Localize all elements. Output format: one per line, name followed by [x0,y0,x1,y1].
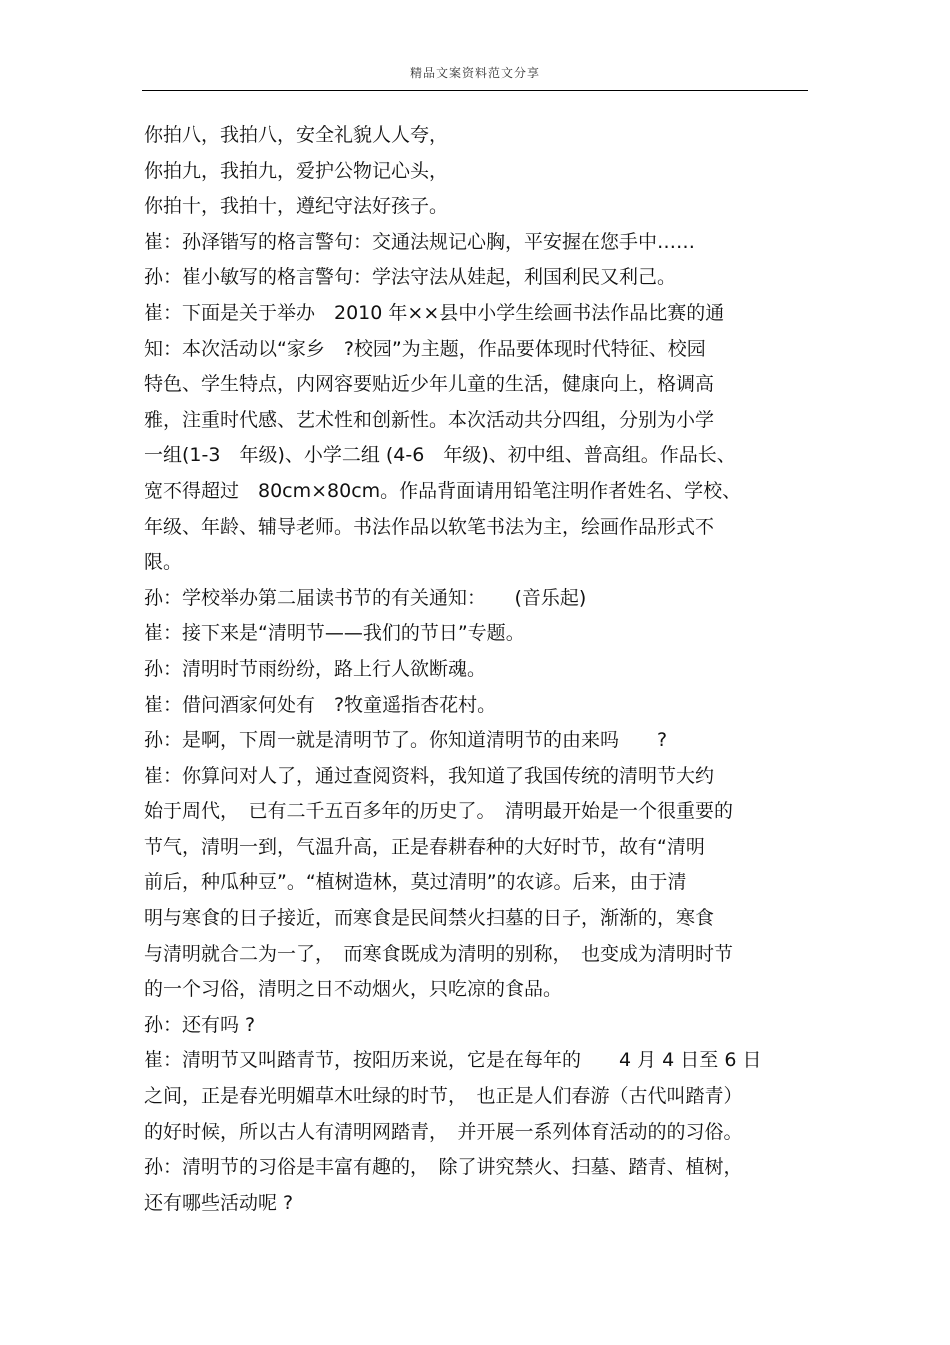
text-line: 崔：清明节又叫踏青节，按阳历来说，它是在每年的 4 月 4 日至 6 日 [144,1049,762,1072]
document-body [144,118,808,1221]
text-line: 一组(1-3 年级)、小学二组 (4-6 年级)、初中组、普高组。作品长、 [144,444,736,467]
text-line: 你拍十，我拍十，遵纪守法好孩子。 [144,195,449,218]
text-line: 节气，清明一到，气温升高，正是春耕春种的大好时节，故有“清明 [144,835,705,858]
text-line: 崔：下面是关于举办 2010 年××县中小学生绘画书法作品比赛的通 [144,301,725,324]
text-line: 特色、学生特点，内网容要贴近少年儿童的生活，健康向上，格调高 [144,373,715,396]
text-line: 崔：接下来是“清明节——我们的节日”专题。 [144,622,525,645]
text-line: 崔：借问酒家何处有 ?牧童遥指杏花村。 [144,693,497,716]
header-rule [142,90,808,91]
text-line: 始于周代， 已有二千五百多年的历史了。 清明最开始是一个很重要的 [144,800,734,823]
text-line: 之间，正是春光明媚草木吐绿的时节， 也正是人们春游（古代叫踏青） [144,1085,743,1108]
text-line: 孙：崔小敏写的格言警句：学法守法从娃起，利国利民又利己。 [144,266,677,289]
text-line: 崔：你算问对人了，通过查阅资料，我知道了我国传统的清明节大约 [144,764,715,787]
text-line: 还有哪些活动呢 ? [144,1191,294,1214]
text-line: 崔：孙泽锴写的格言警句：交通法规记心胸，平安握在您手中…… [144,230,696,253]
text-line: 你拍九，我拍九，爱护公物记心头， [144,159,449,182]
page-header: 精品文案资料范文分享 [409,66,540,80]
text-line: 的好时候，所以古人有清明网踏青， 并开展一系列体育活动的的习俗。 [144,1120,743,1143]
text-line: 孙：还有吗 ? [144,1013,256,1036]
text-line: 孙：学校举办第二届读书节的有关通知： (音乐起) [144,586,587,609]
text-line: 宽不得超过 80cm×80cm。作品背面请用铅笔注明作者姓名、学校、 [144,479,742,502]
text-line: 限。 [144,551,183,574]
text-line: 你拍八，我拍八，安全礼貌人人夸， [144,124,449,146]
text-line: 孙：是啊，下周一就是清明节了。你知道清明节的由来吗 ? [144,729,668,752]
text-line: 与清明就合二为一了， 而寒食既成为清明的别称， 也变成为清明时节 [144,942,734,965]
text-line: 孙：清明时节雨纷纷，路上行人欲断魂。 [144,657,487,680]
text-line: 明与寒食的日子接近，而寒食是民间禁火扫墓的日子，渐渐的，寒食 [144,907,715,930]
text-line: 的一个习俗，清明之日不动烟火，只吃凉的食品。 [144,978,563,1001]
text-line: 前后，种瓜种豆”。“植树造林，莫过清明”的农谚。后来，由于清 [144,871,687,894]
text-line: 雅，注重时代感、艺术性和创新性。本次活动共分四组，分别为小学 [144,408,715,431]
text-line: 知：本次活动以“家乡 ?校园”为主题，作品要体现时代特征、校园 [144,337,706,360]
text-line: 年级、年龄、辅导老师。书法作品以软笔书法为主，绘画作品形式不 [144,515,715,538]
text-line: 孙：清明节的习俗是丰富有趣的， 除了讲究禁火、扫墓、踏青、植树， [144,1156,743,1179]
